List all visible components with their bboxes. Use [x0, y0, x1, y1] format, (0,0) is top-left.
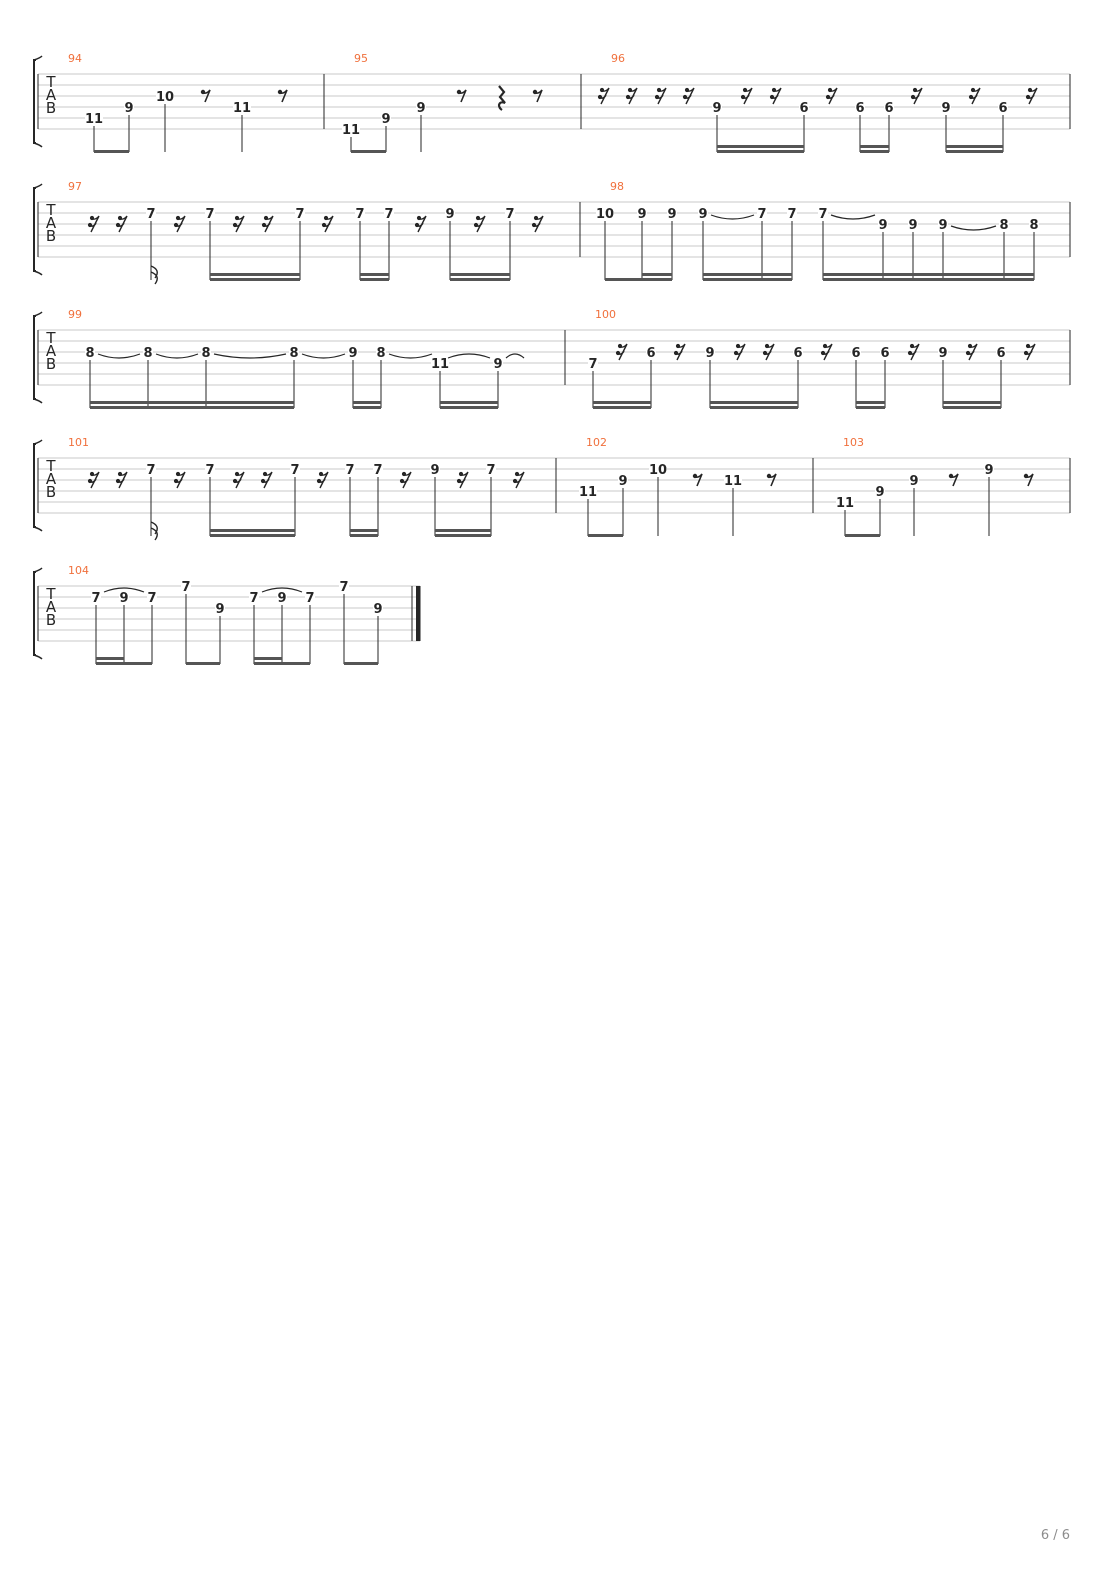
tab-clef-letter: B [45, 483, 57, 501]
tie [98, 354, 140, 358]
fret-number: 6 [884, 101, 894, 116]
tie [951, 226, 996, 230]
beam [856, 401, 885, 404]
fret-number: 7 [588, 357, 598, 372]
fret-number: 9 [875, 485, 885, 500]
system-bracket [34, 60, 36, 143]
fret-number: 7 [355, 207, 365, 222]
beam [360, 273, 389, 276]
fret-number: 7 [818, 207, 828, 222]
fret-number: 6 [799, 101, 809, 116]
tab-clef-letter: B [45, 611, 57, 629]
measure-number: 99 [68, 308, 82, 321]
system-bracket [34, 188, 36, 271]
tab-system [34, 564, 420, 665]
fret-number: 11 [232, 101, 252, 116]
beam [717, 145, 804, 148]
fret-number: 7 [345, 463, 355, 478]
fret-number: 7 [205, 463, 215, 478]
fret-number: 11 [84, 112, 104, 127]
fret-number: 9 [938, 218, 948, 233]
fret-number: 6 [851, 346, 861, 361]
fret-number: 9 [705, 346, 715, 361]
measure-number: 97 [68, 180, 82, 193]
beam [710, 406, 798, 409]
fret-number: 7 [295, 207, 305, 222]
fret-number: 7 [205, 207, 215, 222]
beam [350, 534, 378, 537]
beam [94, 150, 129, 153]
measure-number: 103 [843, 436, 864, 449]
beam [254, 657, 282, 660]
tie [711, 215, 754, 219]
beam [435, 534, 491, 537]
beam [845, 534, 880, 537]
tab-clef-letter: A [45, 342, 57, 360]
tab-clef-letter: A [45, 598, 57, 616]
beam [206, 401, 294, 404]
fret-number: 7 [290, 463, 300, 478]
fret-number: 9 [878, 218, 888, 233]
measure-number: 94 [68, 52, 82, 65]
fret-number: 9 [430, 463, 440, 478]
beam [450, 273, 510, 276]
tie [156, 354, 198, 358]
beam [703, 273, 792, 276]
fret-number: 7 [146, 207, 156, 222]
tab-clef-letter: T [46, 329, 56, 347]
fret-number: 9 [124, 101, 134, 116]
fret-number: 9 [215, 602, 225, 617]
measure-number: 104 [68, 564, 89, 577]
fret-number: 8 [201, 346, 211, 361]
beam [860, 145, 889, 148]
beam [353, 406, 381, 409]
fret-number: 6 [880, 346, 890, 361]
beam [943, 406, 1001, 409]
fret-number: 9 [445, 207, 455, 222]
beam [210, 273, 300, 276]
beam [823, 278, 943, 281]
beam [710, 401, 798, 404]
fret-number: 6 [998, 101, 1008, 116]
note-flag [151, 522, 157, 540]
beam [717, 150, 804, 153]
beam [593, 401, 651, 404]
beam [206, 406, 294, 409]
fret-number: 7 [384, 207, 394, 222]
note-flag [151, 266, 157, 284]
fret-number: 9 [493, 357, 503, 372]
fret-number: 7 [146, 463, 156, 478]
fret-number: 8 [289, 346, 299, 361]
beam [703, 278, 792, 281]
fret-number: 9 [698, 207, 708, 222]
fret-number: 9 [277, 591, 287, 606]
fret-number: 7 [249, 591, 259, 606]
fret-number: 11 [430, 357, 450, 372]
tie [831, 215, 875, 219]
beam [353, 401, 381, 404]
fret-number: 9 [712, 101, 722, 116]
tab-clef-letter: A [45, 214, 57, 232]
fret-number: 8 [143, 346, 153, 361]
measure-number: 98 [610, 180, 624, 193]
beam [946, 145, 1003, 148]
tab-system [34, 180, 1070, 284]
fret-number: 6 [855, 101, 865, 116]
beam [440, 406, 498, 409]
fret-number: 7 [181, 580, 191, 595]
beam [440, 401, 498, 404]
beam [435, 529, 491, 532]
beam [943, 401, 1001, 404]
beam [96, 662, 124, 665]
tab-clef-letter: T [46, 457, 56, 475]
fret-number: 10 [595, 207, 615, 222]
tab-clef-letter: B [45, 99, 57, 117]
fret-number: 7 [147, 591, 157, 606]
beam [210, 529, 295, 532]
tab-clef-letter: A [45, 470, 57, 488]
fret-number: 7 [486, 463, 496, 478]
beam [254, 662, 282, 665]
fret-number: 9 [938, 346, 948, 361]
fret-number: 9 [667, 207, 677, 222]
beam [642, 278, 672, 281]
fret-number: 11 [578, 485, 598, 500]
beam [96, 657, 124, 660]
fret-number: 9 [984, 463, 994, 478]
fret-number: 8 [376, 346, 386, 361]
beam [351, 150, 386, 153]
page-number: 6 / 6 [1040, 1528, 1070, 1543]
tab-clef-letter: B [45, 355, 57, 373]
quarter-rest [499, 86, 505, 110]
beam [360, 278, 389, 281]
beam [344, 662, 378, 665]
measure-number: 95 [354, 52, 368, 65]
fret-number: 9 [909, 474, 919, 489]
fret-number: 9 [637, 207, 647, 222]
fret-number: 7 [757, 207, 767, 222]
tie [506, 354, 524, 358]
fret-number: 8 [1029, 218, 1039, 233]
fret-number: 7 [339, 580, 349, 595]
beam [943, 278, 1034, 281]
fret-number: 6 [646, 346, 656, 361]
beam [210, 278, 300, 281]
fret-number: 9 [381, 112, 391, 127]
system-bracket [34, 316, 36, 399]
beam [588, 534, 623, 537]
beam [856, 406, 885, 409]
tie [389, 354, 432, 358]
beam [210, 534, 295, 537]
tab-clef-letter: T [46, 585, 56, 603]
fret-number: 9 [348, 346, 358, 361]
beam [350, 529, 378, 532]
final-barline [416, 586, 420, 641]
beam [90, 406, 206, 409]
beam [860, 150, 889, 153]
fret-number: 7 [91, 591, 101, 606]
beam [943, 273, 1034, 276]
fret-number: 6 [996, 346, 1006, 361]
fret-number: 9 [618, 474, 628, 489]
tie [448, 354, 490, 358]
fret-number: 10 [155, 90, 175, 105]
measure-number: 101 [68, 436, 89, 449]
beam [593, 406, 651, 409]
fret-number: 10 [648, 463, 668, 478]
measure-number: 102 [586, 436, 607, 449]
beam [946, 150, 1003, 153]
fret-number: 8 [999, 218, 1009, 233]
fret-number: 9 [119, 591, 129, 606]
beam [450, 278, 510, 281]
fret-number: 7 [787, 207, 797, 222]
fret-number: 11 [723, 474, 743, 489]
tab-system [34, 436, 1070, 540]
measure-number: 100 [595, 308, 616, 321]
fret-number: 11 [835, 496, 855, 511]
fret-number: 9 [908, 218, 918, 233]
tab-clef-letter: T [46, 73, 56, 91]
measure-number: 96 [611, 52, 625, 65]
fret-number: 9 [941, 101, 951, 116]
beam [90, 401, 206, 404]
fret-number: 7 [305, 591, 315, 606]
tab-clef-letter: A [45, 86, 57, 104]
beam [823, 273, 943, 276]
tab-system [34, 52, 1070, 153]
fret-number: 11 [341, 123, 361, 138]
tab-clef-letter: T [46, 201, 56, 219]
beam [642, 273, 672, 276]
fret-number: 9 [373, 602, 383, 617]
fret-number: 7 [373, 463, 383, 478]
tab-clef-letter: B [45, 227, 57, 245]
fret-number: 6 [793, 346, 803, 361]
fret-number: 8 [85, 346, 95, 361]
system-bracket [34, 572, 36, 655]
system-bracket [34, 444, 36, 527]
beam [186, 662, 220, 665]
fret-number: 9 [416, 101, 426, 116]
tie [302, 354, 345, 358]
tie [214, 354, 286, 358]
fret-number: 7 [505, 207, 515, 222]
tab-system [34, 308, 1070, 409]
